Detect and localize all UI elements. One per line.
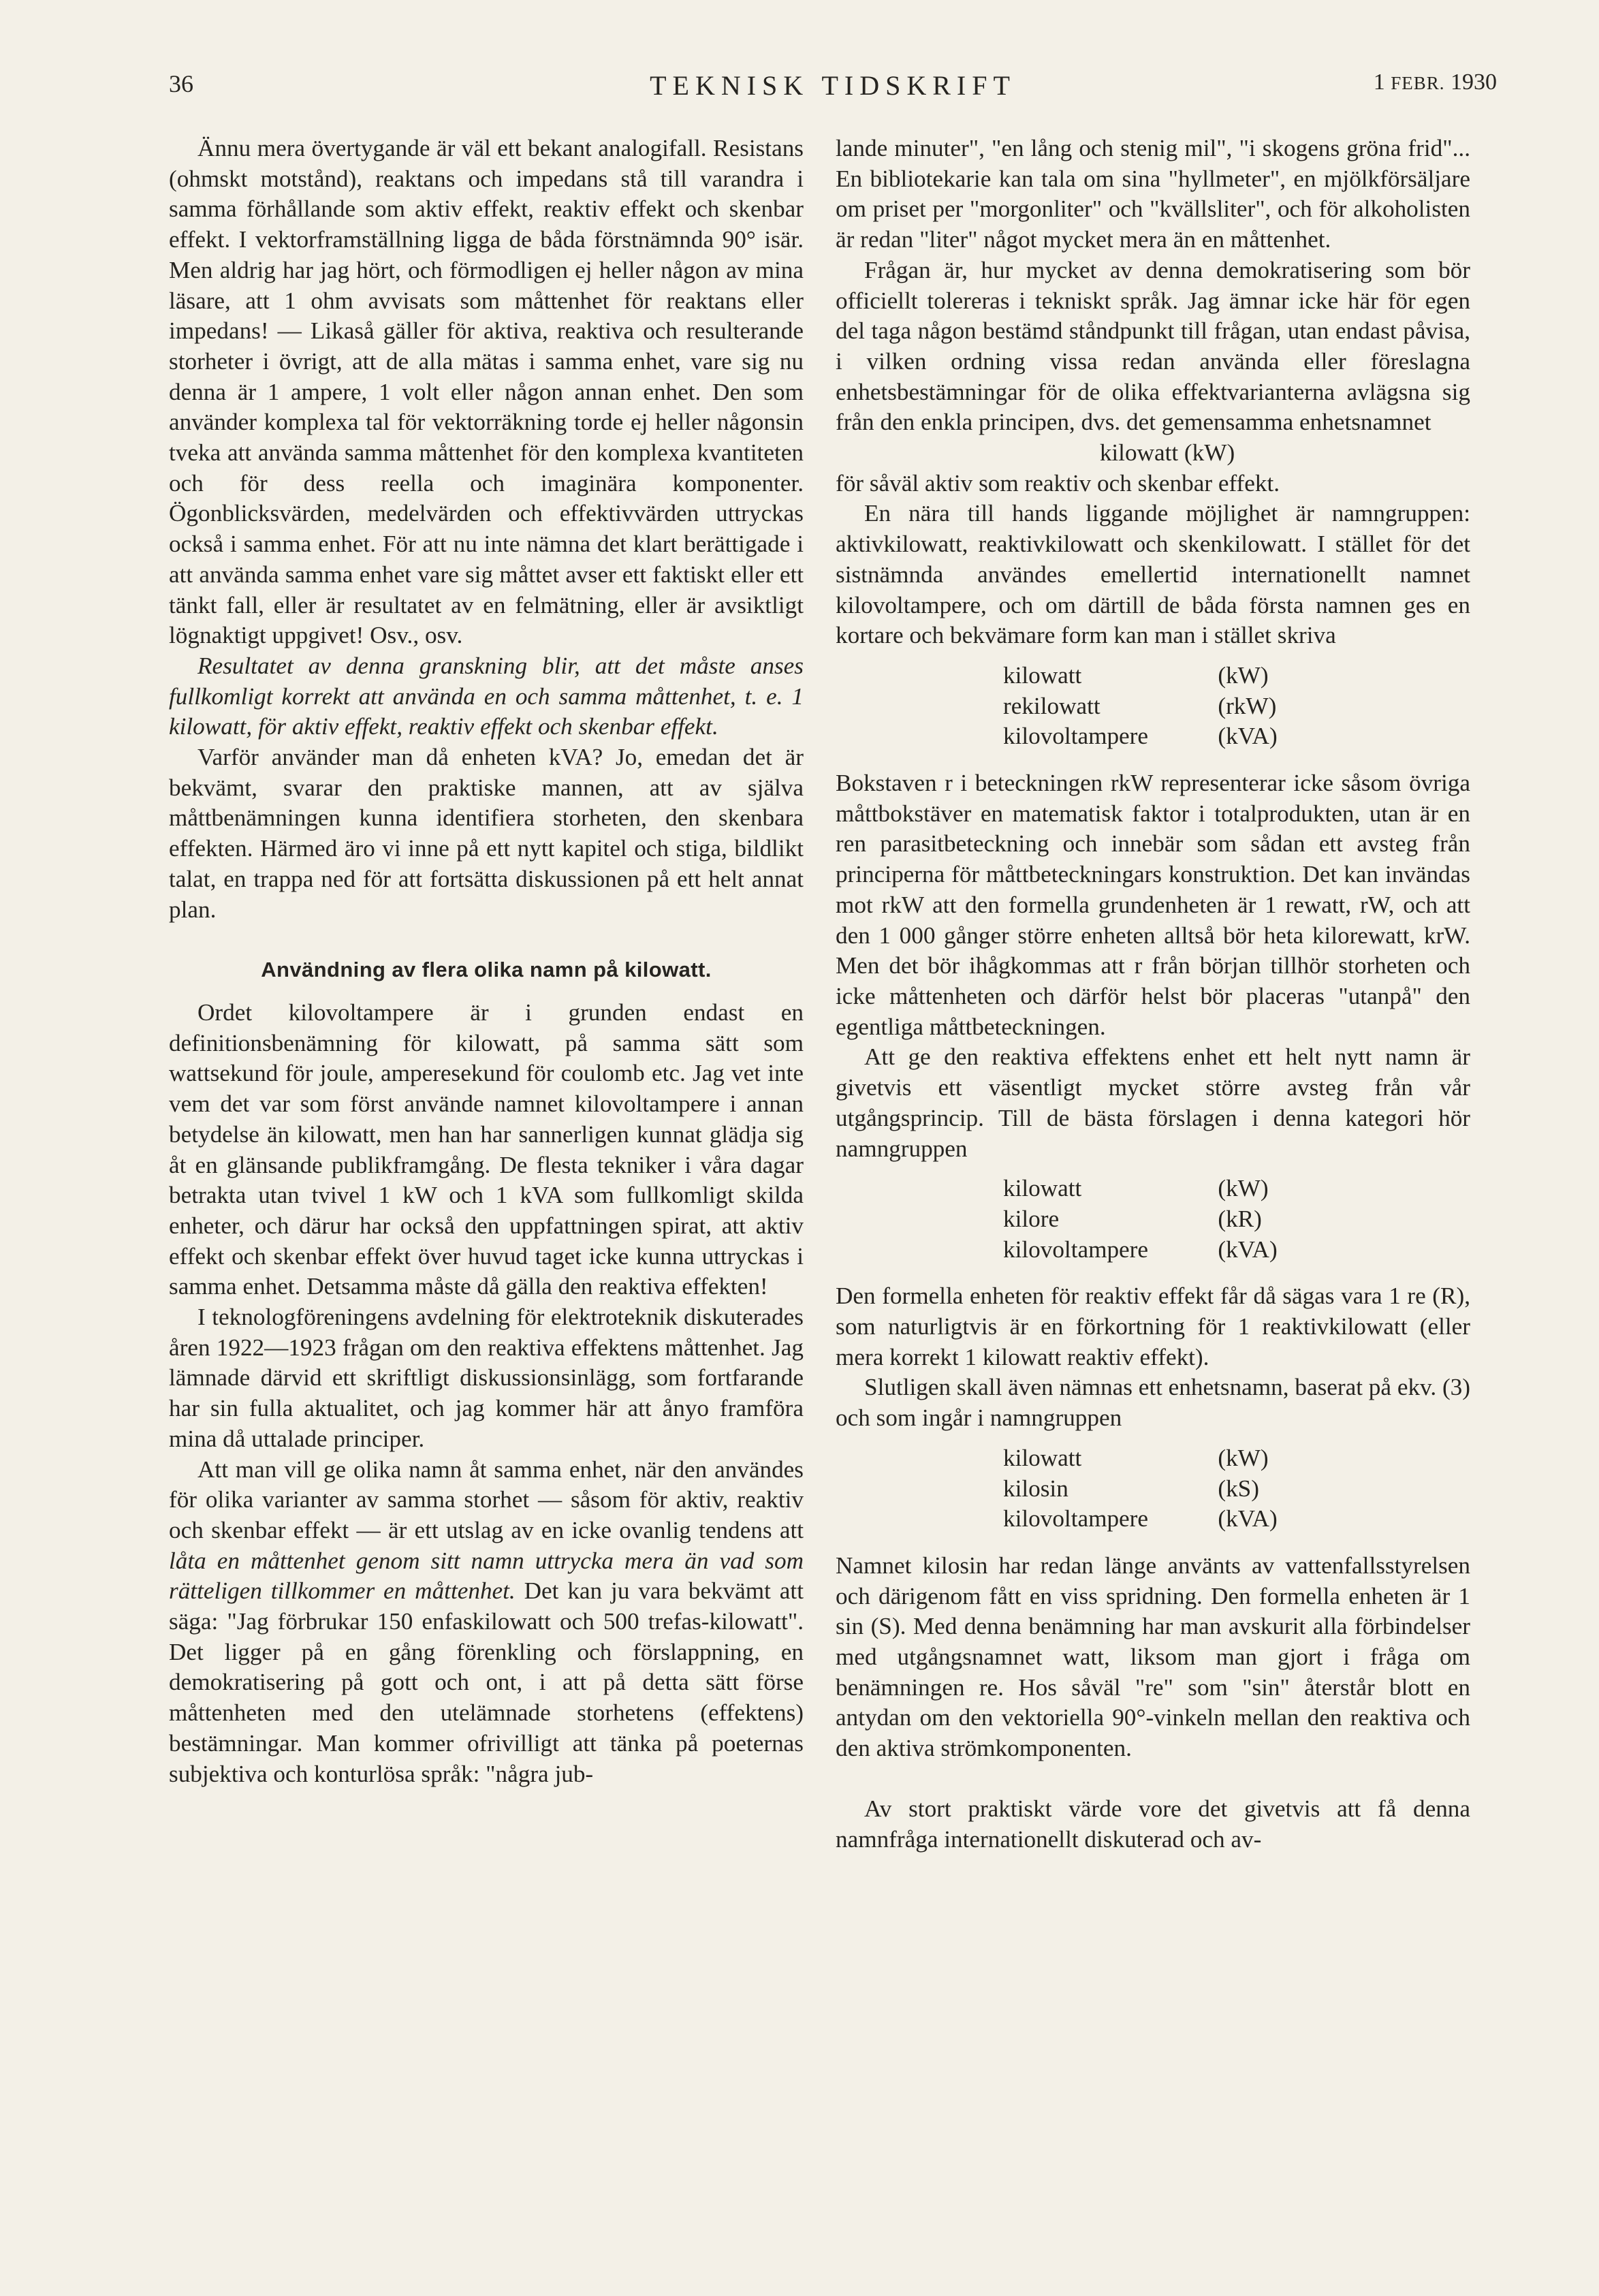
paragraph: Den formella enheten för reaktiv effekt får då sägas vara 1 re (R), som naturligtvis är en förkortning för 1 reaktivkilowatt (eller mera korrekt 1 kilowatt reaktiv effekt).: [836, 1283, 1470, 1370]
unit-name: kilowatt: [1003, 1175, 1082, 1202]
unit-row: [1003, 661, 1303, 691]
unit-row: [1003, 1443, 1303, 1474]
paragraph: Slutligen skall även nämnas ett enhetsnamn, baserat på ekv. (3) och som ingår i namngruppen: [836, 1374, 1470, 1432]
paragraph: Ännu mera övertygande är väl ett bekant analogifall. Resistans (ohmskt motstånd), reaktans och impedans stå till varandra i samma förhållande som aktiv effekt, reaktiv effekt och skenbar effekt. I vektorframställning ligga de båda förstnämnda 90° isär. Men aldrig har jag hört, och förmodligen ej heller någon av mina läsare, att 1 ohm avvisats som måttenhet för reaktans eller impedans! — Likaså gäller för aktiva, reaktiva och resulterande storheter i övrigt, att de alla mätas i samma enhet, vare sig nu denna är 1 ampere, 1 volt eller någon annan enhet. Den som använder komplexa tal för vektorräkning torde ej heller någonsin tveka att använda samma måttenhet för den komplexa kvantiteten och för dess reella och imaginära komponenter. Ögonblicksvärden, medelvärden och effektivvärden uttryckas också i samma enhet. För att nu inte nämna det klart berättigade i att använda samma enhet vare sig måttet avser ett faktiskt eller ett tänkt fall, eller är resultatet av en felmätning, eller är avsiktligt lögnaktigt uppgivet! Osv., osv.: [169, 135, 804, 649]
section-heading: Användning av flera olika namn på kilowatt.: [261, 958, 712, 982]
unit-row: [1003, 721, 1303, 752]
unit-list-2: [1003, 1174, 1303, 1265]
issue-year: 1930: [1451, 69, 1497, 95]
paragraph: Att ge den reaktiva effektens enhet ett helt nytt namn är givetvis ett väsentligt mycket större avsteg från vår utgångsprincip. Till de bästa förslagen i denna kategori hör namngruppen: [836, 1043, 1470, 1162]
unit-row: [1003, 1235, 1303, 1265]
unit-abbr: (kR): [1218, 1205, 1262, 1232]
unit-name: kilovoltampere: [1003, 1505, 1149, 1532]
paragraph: Frågan är, hur mycket av denna demokratisering som bör officiellt tolereras i tekniskt språk. Jag ämnar icke här för egen del taga någon bestämd ståndpunkt till frågan, utan endast påvisa, i vilken ordning vissa redan använda eller föreslagna enhetsbestämningar för de olika effektvarianterna avlägsna sig från den enkla principen, dvs. det gemensamma enhetsnamnet: [836, 256, 1470, 436]
unit-list-1: [1003, 661, 1303, 752]
paragraph: Ordet kilovoltampere är i grunden endast en definitionsbenämning för kilowatt, på samma sätt som wattsekund för joule, amperesekund för coulomb etc. Jag vet inte vem det var som först använde namnet kilovoltampere i annan betydelse än kilowatt, men han har sannerligen kunnat glädja sig åt en glänsande publikframgång. De flesta tekniker i våra dagar betrakta utan tvivel 1 kW och 1 kVA som fullkomligt skilda enheter, och därur har också den uppfattningen spirat, att aktiv effekt och skenbar effekt över huvud taget icke kunna uttryckas i samma enhet. Detsamma måste då gälla den reaktiva effekten!: [169, 998, 804, 1300]
paragraph: I teknologföreningens avdelning för elektroteknik diskuterades åren 1922—1923 frågan om den reaktiva effektens måttenhet. Jag lämnade därvid ett skriftligt diskussionsinlägg, som fortfarande har sin fulla aktualitet, och jag kommer här att ånyo framföra mina då uttalade principer.: [169, 1304, 804, 1452]
page-number: 36: [169, 70, 193, 97]
text-run: Det kan ju vara bekvämt att säga: "Jag förbrukar 150 enfaskilowatt och 500 trefas-kilowatt". Det ligger på en gång förenkling och förslappning, en demokratisering på gott och ont, i att på detta sätt förse måttenheten med den utelämnade storhetens (effektens) bestämningar. Man kommer ofrivilligt att tänka på poeternas subjektiva och konturlösa språk: "några jub-: [169, 1577, 804, 1787]
unit-abbr: (kVA): [1218, 1236, 1278, 1263]
unit-name: rekilowatt: [1003, 692, 1101, 719]
journal-title: TEKNISK TIDSKRIFT: [650, 70, 1016, 101]
paragraph: för såväl aktiv som reaktiv och skenbar effekt.: [836, 469, 1280, 497]
left-column: [169, 133, 804, 1789]
unit-row: [1003, 1204, 1303, 1235]
unit-abbr: (kS): [1218, 1475, 1259, 1502]
unit-abbr: (kW): [1218, 1175, 1269, 1202]
unit-list-3: [1003, 1443, 1303, 1535]
paragraph: Av stort praktiskt värde vore det givetvis att få denna namnfråga internationellt diskuterad och av-: [836, 1795, 1470, 1853]
unit-abbr: (kVA): [1218, 723, 1278, 750]
unit-name: kilovoltampere: [1003, 1236, 1149, 1263]
issue-month: FEBR.: [1391, 73, 1445, 93]
unit-row: [1003, 1474, 1303, 1505]
issue-date: [1374, 69, 1497, 95]
unit-row: [1003, 1174, 1303, 1204]
paragraph: Namnet kilosin har redan länge använts av vattenfallsstyrelsen och därigenom fått en viss spridning. Den formella enheten är 1 sin (S). Med denna benämning har man avskurit alla förbindelser med utgångsnamnet watt, liksom man gjort i fråga om benämningen re. Hos såväl "re" som "sin" återstår blott en antydan om den vektoriella 90°-vinkeln mellan den reaktiva och den aktiva strömkomponenten.: [836, 1552, 1470, 1762]
italic-phrase: låta en måttenhet genom sitt namn uttrycka mera än vad som rätteligen tillkommer en måttenhet.: [169, 1547, 804, 1605]
right-column: [836, 133, 1470, 1855]
issue-day: 1: [1373, 69, 1385, 95]
paragraph: Bokstaven r i beteckningen rkW representerar icke såsom övriga måttbokstäver en matematisk faktor i totalprodukten, utan är en ren parasitbeteckning och innebär som sådan ett avsteg från principerna för måttbeteckningars konstruktion. Det kan invändas mot rkW att den formella grundenheten är 1 rewatt, rW, och att den 1 000 gånger större enheten alltså bör heta kilorewatt, krW. Men det bör ihågkommas att r från början tillhör storheten och icke måttenheten och därför helst bör placeras "utanpå" den egentliga måttbeteckningen.: [836, 770, 1470, 1040]
unit-name: kilowatt: [1003, 1444, 1082, 1471]
unit-row: [1003, 1504, 1303, 1535]
paragraph-italic: [169, 651, 804, 742]
unit-abbr: (kW): [1218, 1444, 1269, 1471]
paragraph: En nära till hands liggande möjlighet är namngruppen: aktivkilowatt, reaktivkilowatt och skenkilowatt. I stället för det sistnämnda användes emellertid internationellt namnet kilovoltampere, och om därtill de båda första namnen ges en kortare och bekvämare form kan man i stället skriva: [836, 500, 1470, 649]
unit-abbr: (rkW): [1218, 692, 1277, 719]
unit-name: kilowatt: [1003, 661, 1082, 689]
paragraph: Varför använder man då enheten kVA? Jo, emedan det är bekvämt, svarar den praktiske mannen, att av själva måttbenämningen kunna identifiera storheten, den skenbara effekten. Härmed äro vi inne på ett nytt kapitel och stiga, bildlikt talat, en trappa ned för att fortsätta diskussionen på ett helt annat plan.: [169, 744, 804, 923]
paragraph: lande minuter", "en lång och stenig mil", "i skogens gröna frid"... En bibliotekarie kan tala om sina "hyllmeter", en mjölkförsäljare om priset per "morgonliter" och "kvällsliter", och för alkoholisten är redan "liter" något mycket mera än en måttenhet.: [836, 135, 1470, 253]
unit-name: kilovoltampere: [1003, 723, 1149, 750]
unit-abbr: (kW): [1218, 661, 1269, 689]
italic-conclusion: Resultatet av denna granskning blir, att det måste anses fullkomligt korrekt att använda en och samma måttenhet, t. e. 1 kilowatt, för aktiv effekt, reaktiv effekt och skenbar effekt.: [169, 652, 804, 740]
text-run: Att man vill ge olika namn åt samma enhet, när den användes för olika varianter av samma storhet — såsom för aktiv, reaktiv och skenbar effekt — är ett utslag av en icke ovanlig tendens att: [169, 1456, 804, 1543]
paragraph-gap: [836, 1764, 1470, 1794]
page-header: [169, 69, 1497, 110]
unit-name: kilore: [1003, 1205, 1060, 1232]
unit-row: [1003, 691, 1303, 722]
unit-abbr: (kVA): [1218, 1505, 1278, 1532]
unit-centered: kilowatt (kW): [1099, 439, 1235, 467]
paragraph: [169, 1455, 804, 1790]
unit-name: kilosin: [1003, 1475, 1068, 1502]
